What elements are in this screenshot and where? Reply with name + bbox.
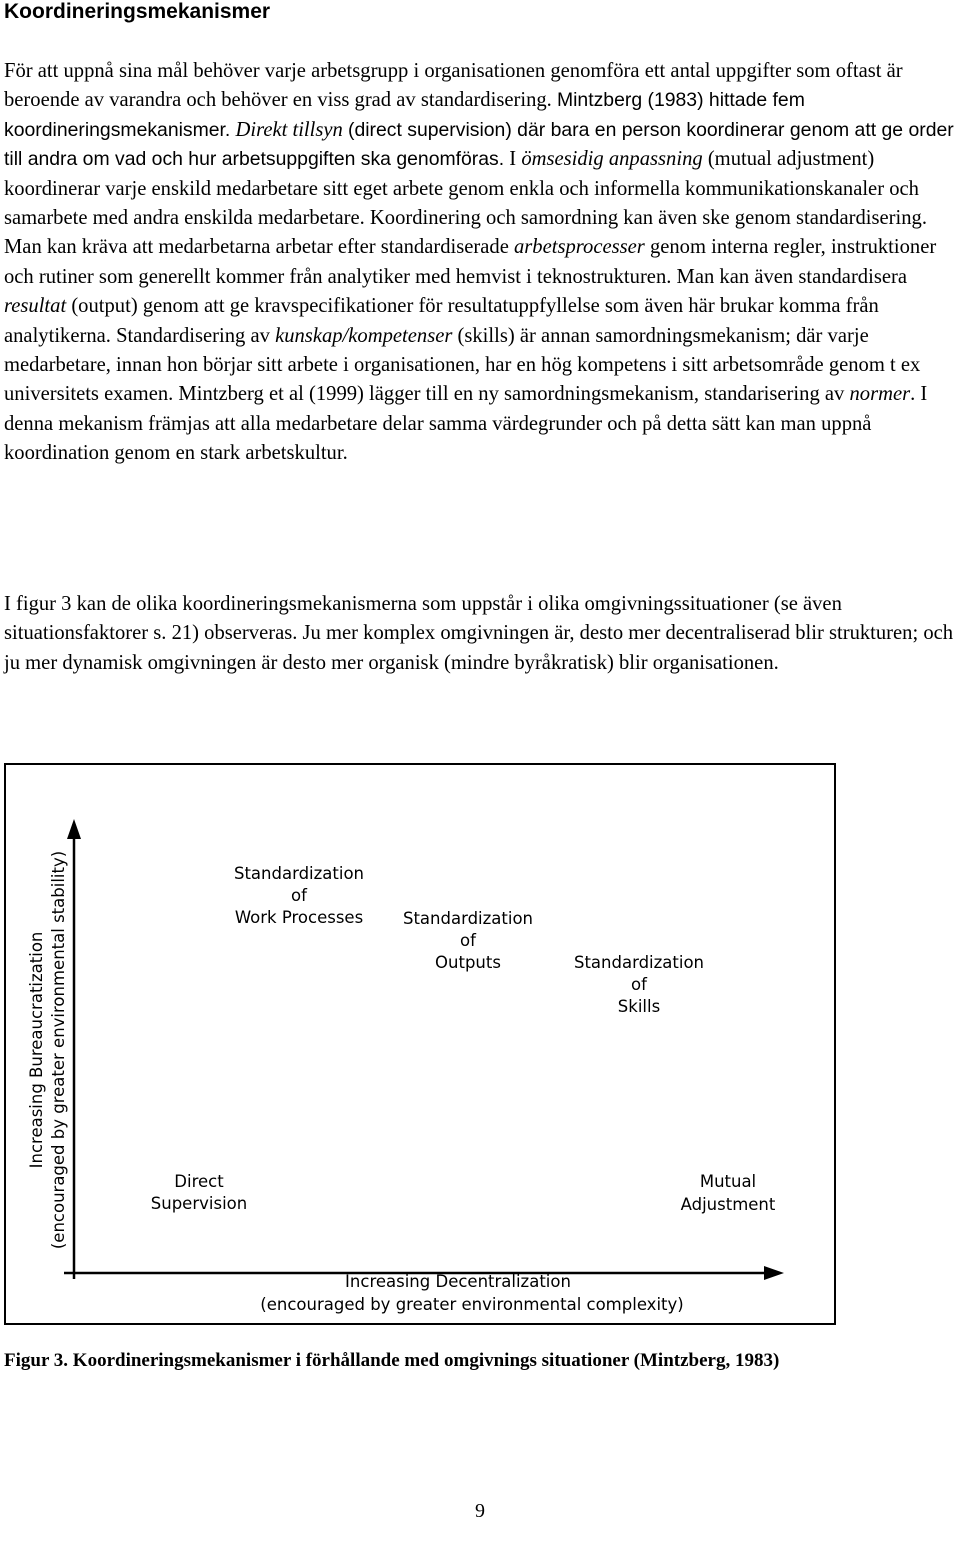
y-axis-label: Increasing Bureaucratization bbox=[27, 931, 46, 1169]
mechanism-mutual-adjustment bbox=[681, 1172, 776, 1214]
term-work-processes: arbetsprocesser bbox=[514, 236, 645, 259]
p1-sentence-9: . I denna mekanism främjas att alla medarbetare delar samma värdegrunder och på detta sätt kan man uppnå koordination genom en stark arbetskultur. bbox=[4, 383, 928, 465]
p1-sentence-5: (mutual adjustment) koordinerar varje enskild medarbetare sitt eget arbete genom enkla och informella kommunikationskanaler och samarbete med andra enskilda medarbetare. Koordinering och samordning kan även ske genom standardisering. Man kan kräva att medarbetarna arbetar efter standardiserade bbox=[4, 148, 927, 259]
term-outputs: resultat bbox=[4, 295, 67, 318]
p1-sentence-7: (output) genom att ge kravspecifikationer för resultatuppfyllelse som även här brukar komma från analytikerna. Standardisering av bbox=[4, 295, 879, 347]
page-number: 9 bbox=[475, 1500, 485, 1522]
paragraph-figure-reference: I figur 3 kan de olika koordineringsmekanismerna som uppstår i olika omgivningssituationer (se även situationsfaktorer s. 21) observeras. Ju mer komplex omgivningen är, desto mer decentraliserad blir strukturen; och ju mer dynamisk omgivningen är desto mer organisk (mindre byråkratisk) blir organisationen. bbox=[4, 593, 954, 674]
mechanism-line: of bbox=[631, 975, 647, 994]
y-axis-sublabel: (encouraged by greater environmental stability) bbox=[49, 850, 68, 1250]
mechanism-work-processes bbox=[234, 864, 364, 927]
section-heading: Koordineringsmekanismer bbox=[4, 0, 271, 23]
y-axis-arrowhead-icon bbox=[67, 819, 81, 839]
mechanism-line: Outputs bbox=[435, 953, 501, 972]
mechanism-line: Skills bbox=[617, 997, 661, 1016]
mechanism-line: Standardization bbox=[402, 909, 534, 928]
mechanism-line: of bbox=[460, 931, 476, 950]
mechanism-direct-supervision bbox=[151, 1172, 247, 1213]
term-norms: normer bbox=[849, 383, 911, 406]
p1-sentence-4: I bbox=[509, 148, 517, 171]
x-axis-sublabel: (encouraged by greater environmental complexity) bbox=[260, 1295, 684, 1314]
p1-sentence-6: genom interna regler, instruktioner och rutiner som generellt kommer från analytiker med hemvist i teknostrukturen. Man kan även standardisera bbox=[4, 236, 937, 288]
p1-sentence-3: (direct supervision) där bara en person koordinerar genom att ge order till andra om vad och hur arbetsuppgiften ska genomföras. bbox=[4, 118, 954, 171]
mechanism-line: of bbox=[291, 886, 307, 905]
term-direct-supervision: Direkt tillsyn bbox=[235, 118, 343, 141]
term-skills: kunskap/kompetenser bbox=[275, 324, 453, 347]
figure-3 bbox=[4, 763, 836, 1325]
p1-sentence-1: För att uppnå sina mål behöver varje arbetsgrupp i organisationen genomföra ett antal uppgifter som oftast är beroende av varandra och behöver en viss grad av standardisering. bbox=[4, 60, 903, 112]
mechanism-line: Work Processes bbox=[234, 908, 364, 927]
mechanism-line: Direct bbox=[174, 1172, 224, 1191]
mechanism-line: Standardization bbox=[233, 864, 365, 883]
mechanism-skills bbox=[574, 953, 704, 1016]
mechanism-outputs bbox=[403, 909, 533, 972]
term-mutual-adjustment: ömsesidig anpassning bbox=[521, 148, 703, 171]
p1-sentence-8: (skills) är annan samordningsmekanism; där varje medarbetare, innan hon börjar sitt arbete i organisationen, har en hög kompetens i sitt arbetsområde genom t ex universitets examen. Mintzberg et al (1999) lägger till en ny samordningsmekanism, standarisering av bbox=[4, 324, 921, 406]
x-axis-label: Increasing Decentralization bbox=[345, 1272, 571, 1291]
paragraph-mechanisms bbox=[4, 57, 960, 469]
figure-caption: Figur 3. Koordineringsmekanismer i förhållande med omgivnings situationer (Mintzberg, 1983) bbox=[4, 1350, 780, 1371]
mechanism-line: Standardization bbox=[573, 953, 705, 972]
mechanism-line: Supervision bbox=[150, 1194, 248, 1213]
x-axis-arrowhead-icon bbox=[764, 1266, 784, 1280]
mechanism-line: Mutual bbox=[699, 1172, 757, 1191]
mechanism-line: Adjustment bbox=[680, 1195, 776, 1214]
p1-sentence-2: Mintzberg (1983) hittade fem koordineringsmekanismer. bbox=[4, 89, 805, 141]
coordination-diagram bbox=[6, 765, 834, 1323]
